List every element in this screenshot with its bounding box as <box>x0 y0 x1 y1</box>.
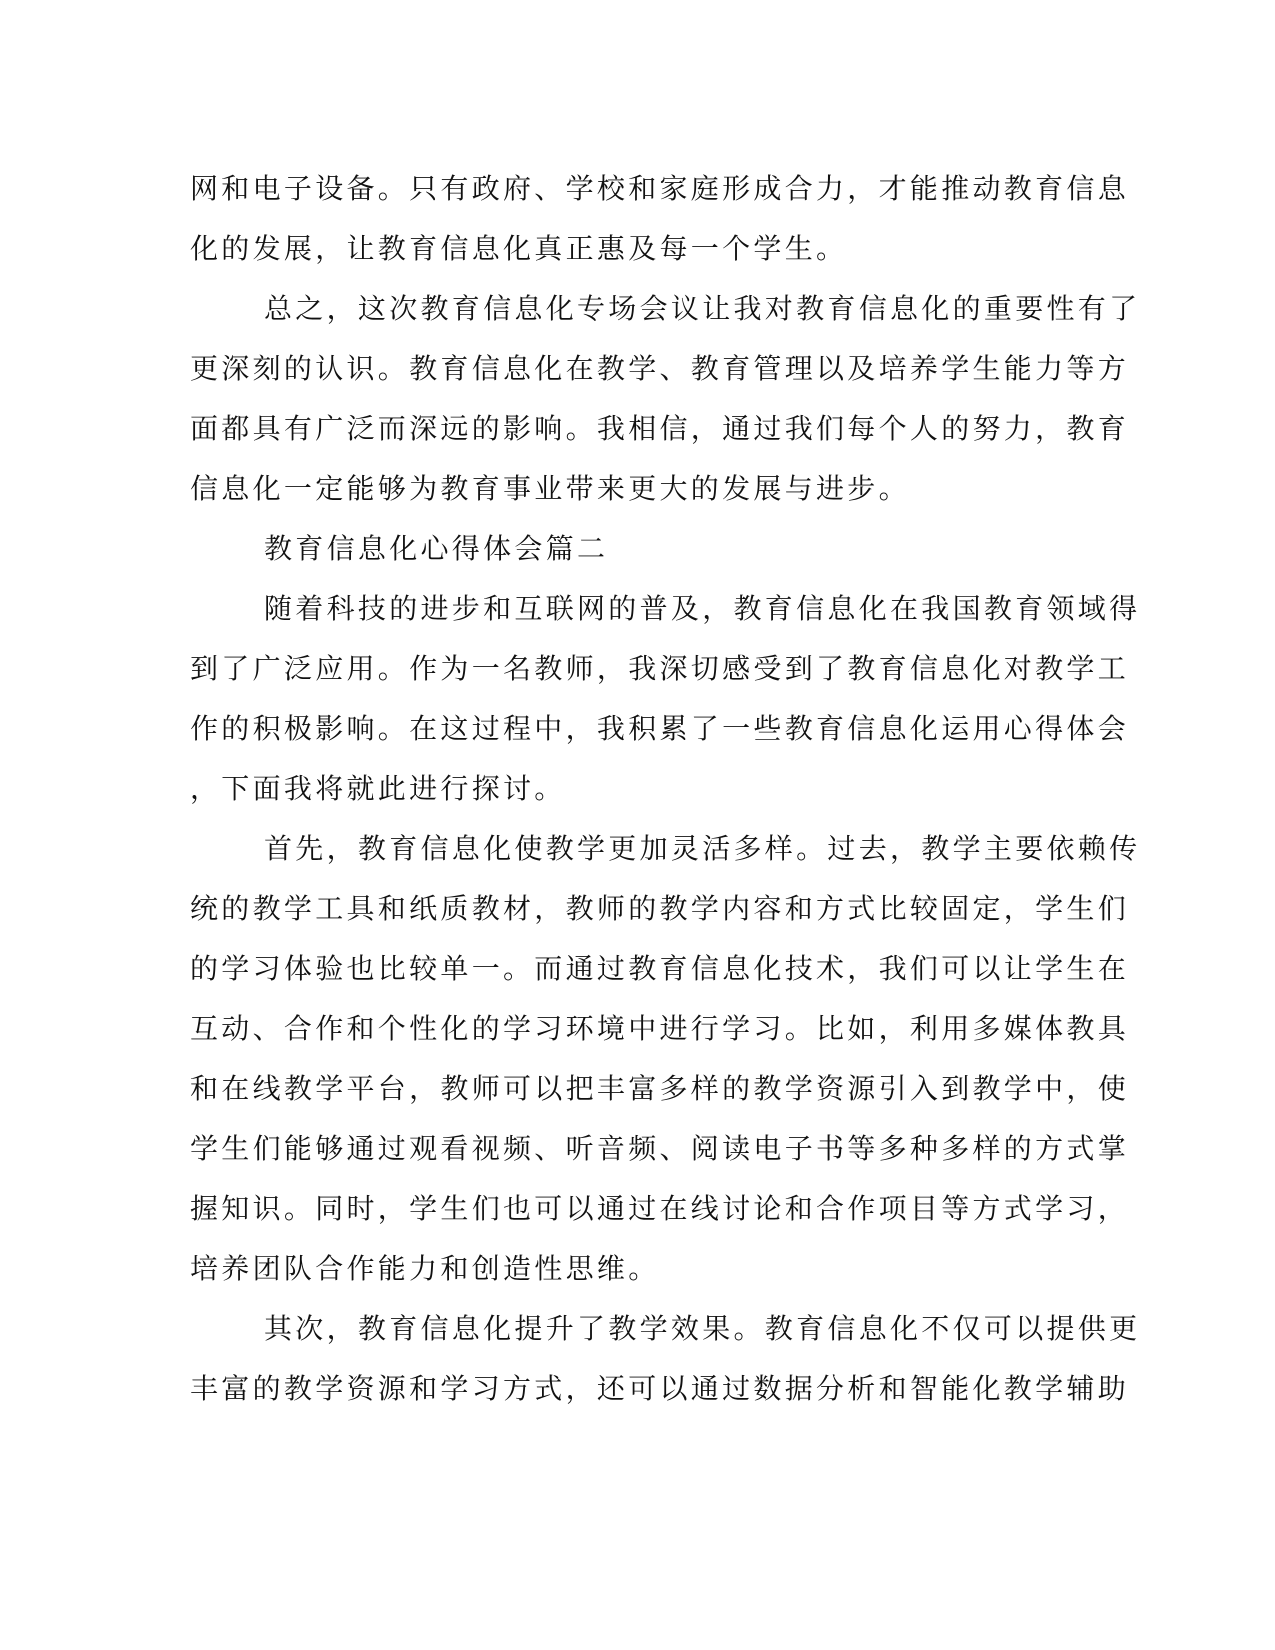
text-line: 化的发展，让教育信息化真正惠及每一个学生。 <box>190 232 848 265</box>
paragraph-start-line: 首先，教育信息化使教学更加灵活多样。过去，教学主要依赖传 <box>264 832 1141 865</box>
paragraph-start-line: 总之，这次教育信息化专场会议让我对教育信息化的重要性有了 <box>264 292 1141 325</box>
text-line: 握知识。同时，学生们也可以通过在线讨论和合作项目等方式学习， <box>190 1192 1130 1225</box>
text-line: 到了广泛应用。作为一名教师，我深切感受到了教育信息化对教学工 <box>190 652 1130 685</box>
text-line: 信息化一定能够为教育事业带来更大的发展与进步。 <box>190 472 910 505</box>
paragraph-start-line: 随着科技的进步和互联网的普及，教育信息化在我国教育领域得 <box>264 592 1141 625</box>
text-line: 学生们能够通过观看视频、听音频、阅读电子书等多种多样的方式掌 <box>190 1132 1130 1165</box>
text-line: 更深刻的认识。教育信息化在教学、教育管理以及培养学生能力等方 <box>190 352 1130 385</box>
document-body <box>190 159 1141 1419</box>
paragraph-start-line: 其次，教育信息化提升了教学效果。教育信息化不仅可以提供更 <box>264 1312 1141 1345</box>
text-line: 丰富的教学资源和学习方式，还可以通过数据分析和智能化教学辅助 <box>190 1372 1130 1405</box>
text-line: 作的积极影响。在这过程中，我积累了一些教育信息化运用心得体会 <box>190 712 1130 745</box>
text-line: 互动、合作和个性化的学习环境中进行学习。比如，利用多媒体教具 <box>190 1012 1130 1045</box>
text-line: 网和电子设备。只有政府、学校和家庭形成合力，才能推动教育信息 <box>190 172 1130 205</box>
text-line: 的学习体验也比较单一。而通过教育信息化技术，我们可以让学生在 <box>190 952 1130 985</box>
text-line: 和在线教学平台，教师可以把丰富多样的教学资源引入到教学中，使 <box>190 1072 1130 1105</box>
text-line: ，下面我将就此进行探讨。 <box>190 772 566 805</box>
text-line: 统的教学工具和纸质教材，教师的教学内容和方式比较固定，学生们 <box>190 892 1130 925</box>
text-line: 培养团队合作能力和创造性思维。 <box>190 1252 660 1285</box>
text-line: 面都具有广泛而深远的影响。我相信，通过我们每个人的努力，教育 <box>190 412 1130 445</box>
section-heading: 教育信息化心得体会篇二 <box>264 532 609 565</box>
